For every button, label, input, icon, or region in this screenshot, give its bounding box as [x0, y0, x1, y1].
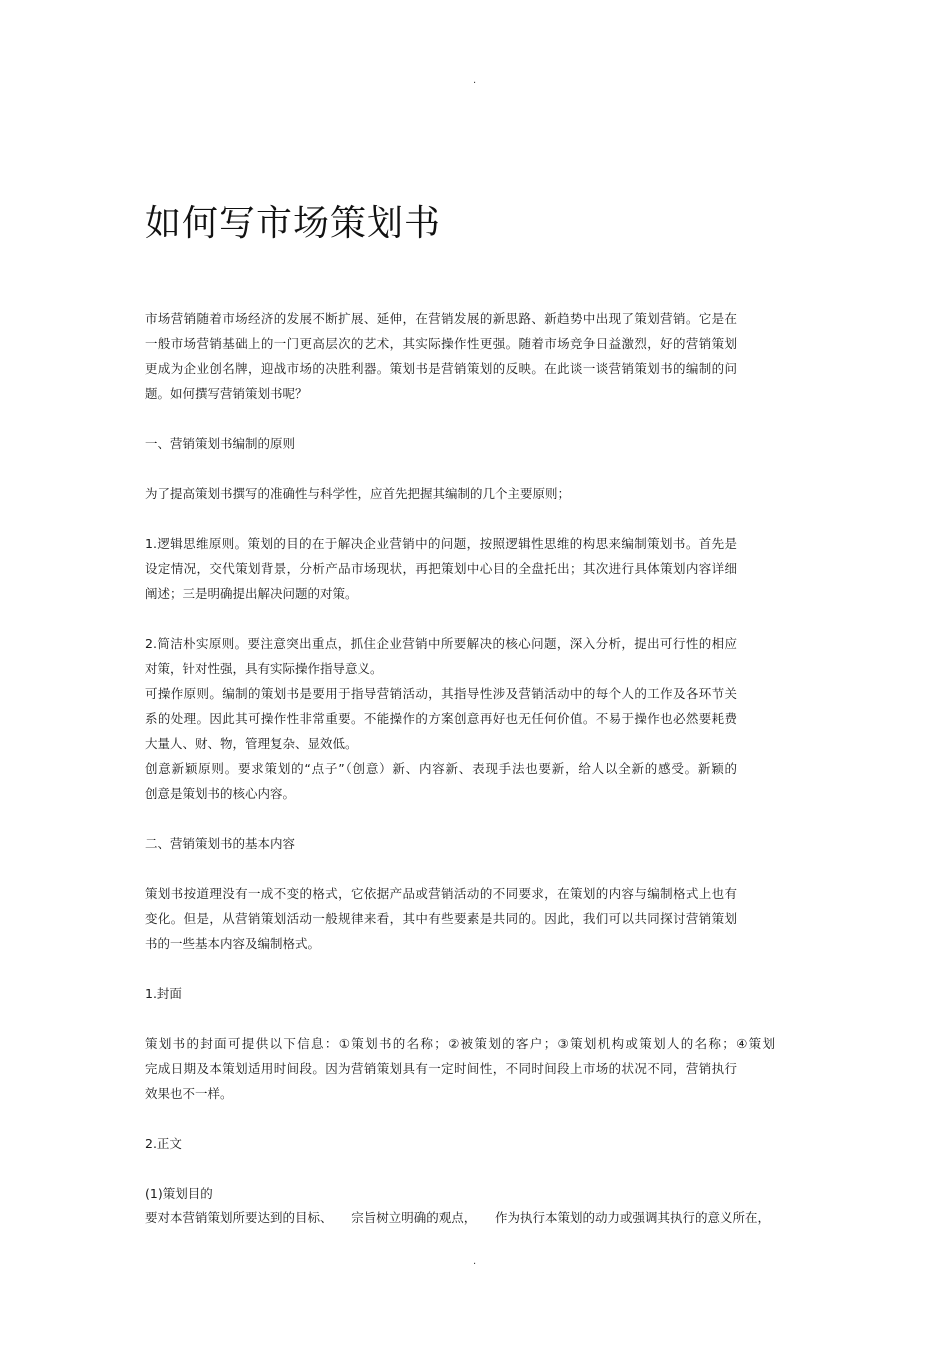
- body-line: 创意新颖原则。要求策划的“点子”（创意）新、内容新、表现手法也要新，给人以全新的感受。新颖的: [145, 761, 737, 776]
- body-line: 更成为企业创名牌，迎战市场的决胜利器。策划书是营销策划的反映。在此谈一谈营销策划书的编制的问: [145, 361, 737, 376]
- subsection-heading: 2.正文: [145, 1136, 182, 1151]
- body-line: 系的处理。因此其可操作性非常重要。不能操作的方案创意再好也无任何价值。不易于操作也必然要耗费: [145, 711, 737, 726]
- section-heading: 一、营销策划书编制的原则: [145, 436, 296, 451]
- body-line: 为了提高策划书撰写的准确性与科学性，应首先把握其编制的几个主要原则；: [145, 486, 571, 501]
- body-line: 设定情况，交代策划背景，分析产品市场现状，再把策划中心目的全盘托出；其次进行具体策划内容详细: [145, 561, 737, 576]
- body-line: 书的一些基本内容及编制格式。: [145, 936, 321, 951]
- body-line: 要对本营销策划所要达到的目标、 宗旨树立明确的观点， 作为执行本策划的动力或强调其执行的意义所在，: [145, 1210, 771, 1225]
- header-mark: .: [473, 75, 477, 86]
- section-heading: 二、营销策划书的基本内容: [145, 836, 296, 851]
- body-line: 对策，针对性强，具有实际操作指导意义。: [145, 661, 383, 676]
- body-line: 题。如何撰写营销策划书呢？: [145, 386, 308, 401]
- body-line: 创意是策划书的核心内容。: [145, 786, 296, 801]
- body-line: 策划书按道理没有一成不变的格式，它依据产品或营销活动的不同要求，在策划的内容与编制格式上也有: [145, 886, 737, 901]
- footer-mark: .: [473, 1256, 477, 1267]
- body-line: 阐述；三是明确提出解决问题的对策。: [145, 586, 358, 601]
- body-line: 变化。但是，从营销策划活动一般规律来看，其中有些要素是共同的。因此，我们可以共同探讨营销策划: [145, 911, 737, 926]
- subsection-heading: 1.封面: [145, 986, 182, 1001]
- subsection-heading: (1)策划目的: [145, 1186, 213, 1201]
- body-line: 2.简洁朴实原则。要注意突出重点，抓住企业营销中所要解决的核心问题，深入分析，提出可行性的相应: [145, 636, 737, 651]
- page-title: 如何写市场策划书: [145, 203, 442, 244]
- body-line: 策划书的封面可提供以下信息：①策划书的名称；②被策划的客户；③策划机构或策划人的名称；④策划: [145, 1036, 775, 1051]
- body-line: 市场营销随着市场经济的发展不断扩展、延伸，在营销发展的新思路、新趋势中出现了策划营销。它是在: [145, 311, 737, 326]
- body-line: 完成日期及本策划适用时间段。因为营销策划具有一定时间性，不同时间段上市场的状况不同，营销执行: [145, 1061, 737, 1076]
- body-line: 效果也不一样。: [145, 1086, 233, 1101]
- body-line: 可操作原则。编制的策划书是要用于指导营销活动，其指导性涉及营销活动中的每个人的工作及各环节关: [145, 686, 737, 701]
- body-line: 1.逻辑思维原则。策划的目的在于解决企业营销中的问题，按照逻辑性思维的构思来编制策划书。首先是: [145, 536, 737, 551]
- body-line: 一般市场营销基础上的一门更高层次的艺术，其实际操作性更强。随着市场竞争日益激烈，好的营销策划: [145, 336, 737, 351]
- body-line: 大量人、财、物，管理复杂、显效低。: [145, 736, 358, 751]
